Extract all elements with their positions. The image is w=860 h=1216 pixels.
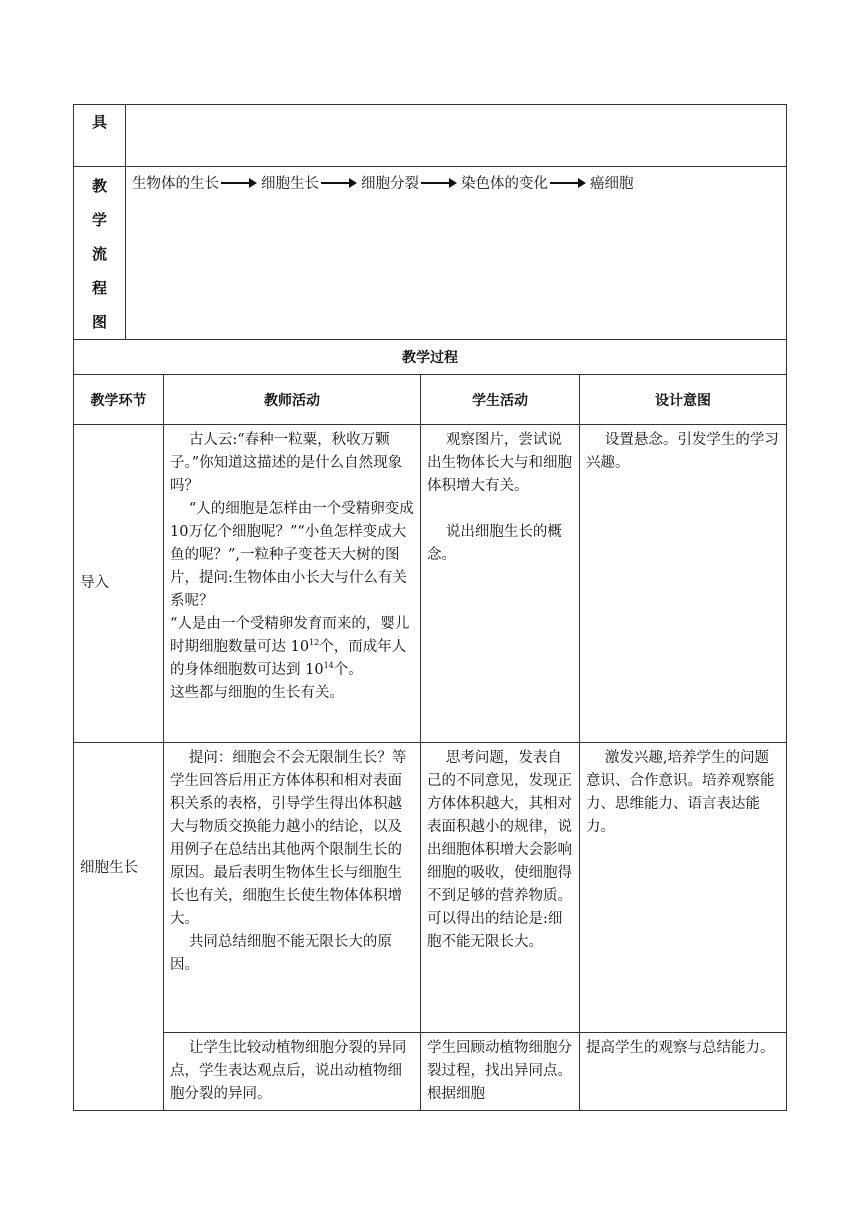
division-student-activity: 学生回顾动植物细胞分裂过程，找出异同点。根据细胞: [421, 1033, 580, 1111]
header-stage: 教学环节: [74, 375, 164, 425]
flow-step: 癌细胞: [590, 176, 634, 192]
label-char: 图: [91, 313, 107, 331]
flowchart-cell: [126, 167, 787, 340]
process-table: [73, 339, 787, 1111]
process-title: 教学过程: [74, 340, 787, 375]
arrow-right-icon: [321, 182, 355, 184]
header-student: 学生活动: [421, 375, 580, 425]
label-char: 教: [91, 177, 107, 195]
intro-design-intent: 设置悬念。引发学生的学习兴趣。: [580, 425, 787, 743]
flow-step: 生物体的生长: [132, 176, 219, 192]
row-label-flowchart: [74, 167, 126, 340]
header-intent: 设计意图: [580, 375, 787, 425]
document-page: [73, 104, 786, 1111]
flow-step: 细胞分裂: [361, 176, 419, 192]
tools-cell: [126, 105, 787, 167]
intro-teacher-numbers: “人是由一个受精卵发育而来的，婴儿时期细胞数量可达 $10^{12}$个，而成年人的身体细胞数可达到 $10^{14}$个。: [170, 616, 410, 678]
stage-intro: 导入: [74, 425, 164, 743]
flow-step: 细胞生长: [261, 176, 319, 192]
label-char: 程: [91, 279, 107, 297]
arrow-right-icon: [421, 182, 455, 184]
growth-teacher-activity: 提问：细胞会不会无限制生长？等学生回答后用正方体体积和相对表面积关系的表格，引导学生得出体积越大与物质交换能力越小的结论，以及用例子在总结出其他两个限制生长的原因。最后表明生物体生长与细胞生长也有关，细胞生长使生物体体积增大。 共同总结细胞不能无限长大的原因。: [164, 743, 421, 1033]
growth-student-activity: 思考问题，发表自己的不同意见，发现正方体体积越大，其相对表面积越小的规律，说出细胞体积增大会影响细胞的吸收，使细胞得不到足够的营养物质。可以得出的结论是:细胞不能无限长大。: [421, 743, 580, 1033]
intro-student-activity: 观察图片，尝试说出生物体长大与和细胞体积增大有关。 说出细胞生长的概念。: [421, 425, 580, 743]
label-char: 流: [91, 245, 107, 263]
division-design-intent: 提高学生的观察与总结能力。: [580, 1033, 787, 1111]
intro-teacher-activity: 古人云:“春种一粒粟，秋收万颗子。”你知道这描述的是什么自然现象吗？ “人的细胞是怎样由一个受精卵变成10万亿个细胞呢？”“小鱼怎样变成大鱼的呢？”,一粒种子变苍天大树的图片，提问:生物体由小长大与什么有关系呢？ “人是由一个受精卵发育而来的，婴儿时期细胞数量可达 $10^{12}$个，而成年人的身体细胞数可达到 $10^{14}$个。 这些都与细胞的生长有关。: [164, 425, 421, 743]
stage-growth: 细胞生长: [74, 743, 164, 1111]
top-table: [73, 104, 787, 340]
growth-design-intent: 激发兴趣,培养学生的问题意识、合作意识。培养观察能力、思维能力、语言表达能力。: [580, 743, 787, 1033]
arrow-right-icon: [221, 182, 255, 184]
arrow-right-icon: [550, 182, 584, 184]
division-teacher-activity: 让学生比较动植物细胞分裂的异同点，学生表达观点后，说出动植物细胞分裂的异同。: [164, 1033, 421, 1111]
flowchart: [126, 167, 786, 193]
header-teacher: 教师活动: [164, 375, 421, 425]
row-label-tools: 具: [74, 105, 126, 167]
label-char: 学: [91, 211, 107, 229]
flow-step: 染色体的变化: [461, 176, 548, 192]
